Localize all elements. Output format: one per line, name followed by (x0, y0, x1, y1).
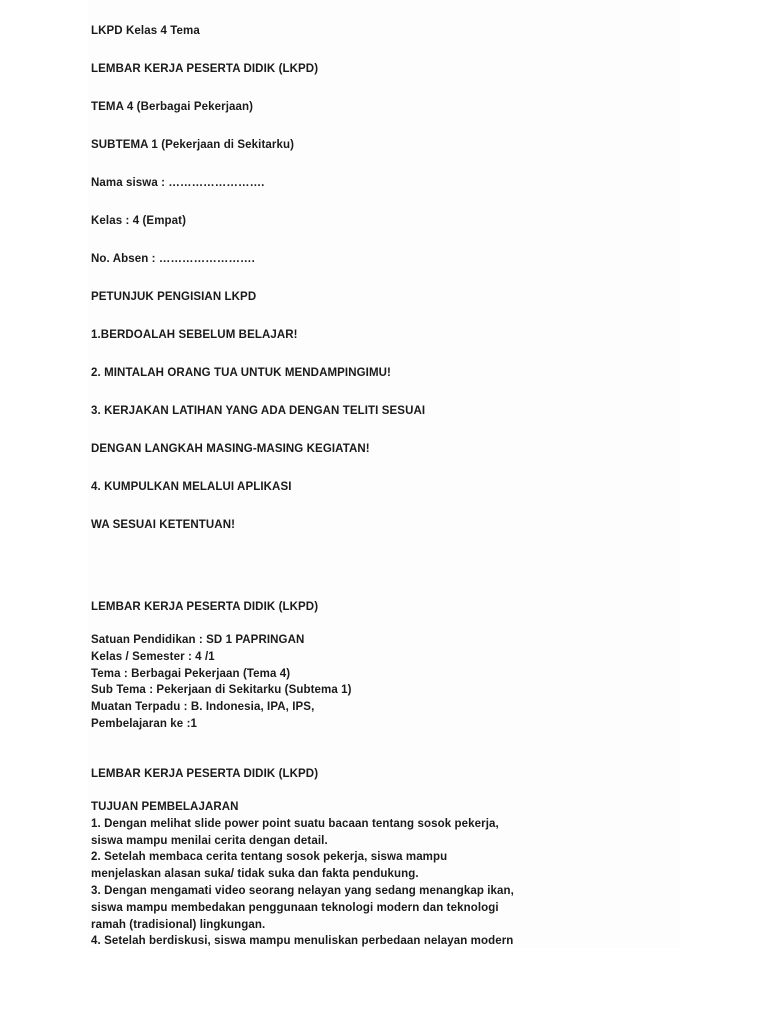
objective-line: siswa mampu menilai cerita dengan detail. (91, 834, 328, 847)
learning-objectives-block (91, 799, 514, 950)
objective-line: 3. Dengan mengamati video seorang nelayan yang sedang menangkap ikan, (91, 884, 514, 897)
objective-line: siswa mampu membedakan penggunaan teknologi modern dan teknologi (91, 901, 499, 914)
lesson-number-line: Pembelajaran ke :1 (91, 717, 197, 730)
class-line: Kelas : 4 (Empat) (91, 215, 187, 227)
objective-line: 4. Setelah berdiskusi, siswa mampu menuliskan perbedaan nelayan modern (91, 935, 514, 948)
student-name-line: Nama siswa : ……………………. (91, 177, 265, 189)
attendance-number-line: No. Absen : ……………………. (91, 253, 255, 265)
instruction-4: 4. KUMPULKAN MELALUI APLIKASI (91, 481, 292, 493)
section3-title: LEMBAR KERJA PESERTA DIDIK (LKPD) (91, 768, 319, 780)
school-info-block (91, 632, 352, 733)
instructions-heading: PETUNJUK PENGISIAN LKPD (91, 291, 257, 303)
lkpd-heading: LEMBAR KERJA PESERTA DIDIK (LKPD) (91, 63, 319, 75)
instruction-1: 1.BERDOALAH SEBELUM BELAJAR! (91, 329, 298, 341)
subtheme-info-line: Sub Tema : Pekerjaan di Sekitarku (Subtema 1) (91, 684, 352, 697)
section2-title: LEMBAR KERJA PESERTA DIDIK (LKPD) (91, 601, 319, 613)
objective-line: 2. Setelah membaca cerita tentang sosok pekerja, siswa mampu (91, 851, 448, 864)
instruction-4-continued: WA SESUAI KETENTUAN! (91, 519, 236, 531)
theme-info-line: Tema : Berbagai Pekerjaan (Tema 4) (91, 667, 291, 680)
objective-line: ramah (tradisional) lingkungan. (91, 918, 266, 931)
theme-line: TEMA 4 (Berbagai Pekerjaan) (91, 101, 254, 113)
instruction-2: 2. MINTALAH ORANG TUA UNTUK MENDAMPINGIMU! (91, 367, 391, 379)
instruction-3-continued: DENGAN LANGKAH MASING-MASING KEGIATAN! (91, 443, 370, 455)
objectives-heading: TUJUAN PEMBELAJARAN (91, 801, 239, 813)
objective-line: 1. Dengan melihat slide power point suatu bacaan tentang sosok pekerja, (91, 817, 499, 830)
integrated-subjects-line: Muatan Terpadu : B. Indonesia, IPA, IPS, (91, 701, 315, 714)
instruction-3: 3. KERJAKAN LATIHAN YANG ADA DENGAN TELITI SESUAI (91, 405, 426, 417)
doc-title: LKPD Kelas 4 Tema (91, 25, 200, 37)
class-semester-line: Kelas / Semester : 4 /1 (91, 650, 215, 663)
school-unit-line: Satuan Pendidikan : SD 1 PAPRINGAN (91, 634, 305, 646)
subtheme-line: SUBTEMA 1 (Pekerjaan di Sekitarku) (91, 139, 295, 151)
objective-line: menjelaskan alasan suka/ tidak suka dan fakta pendukung. (91, 868, 419, 881)
